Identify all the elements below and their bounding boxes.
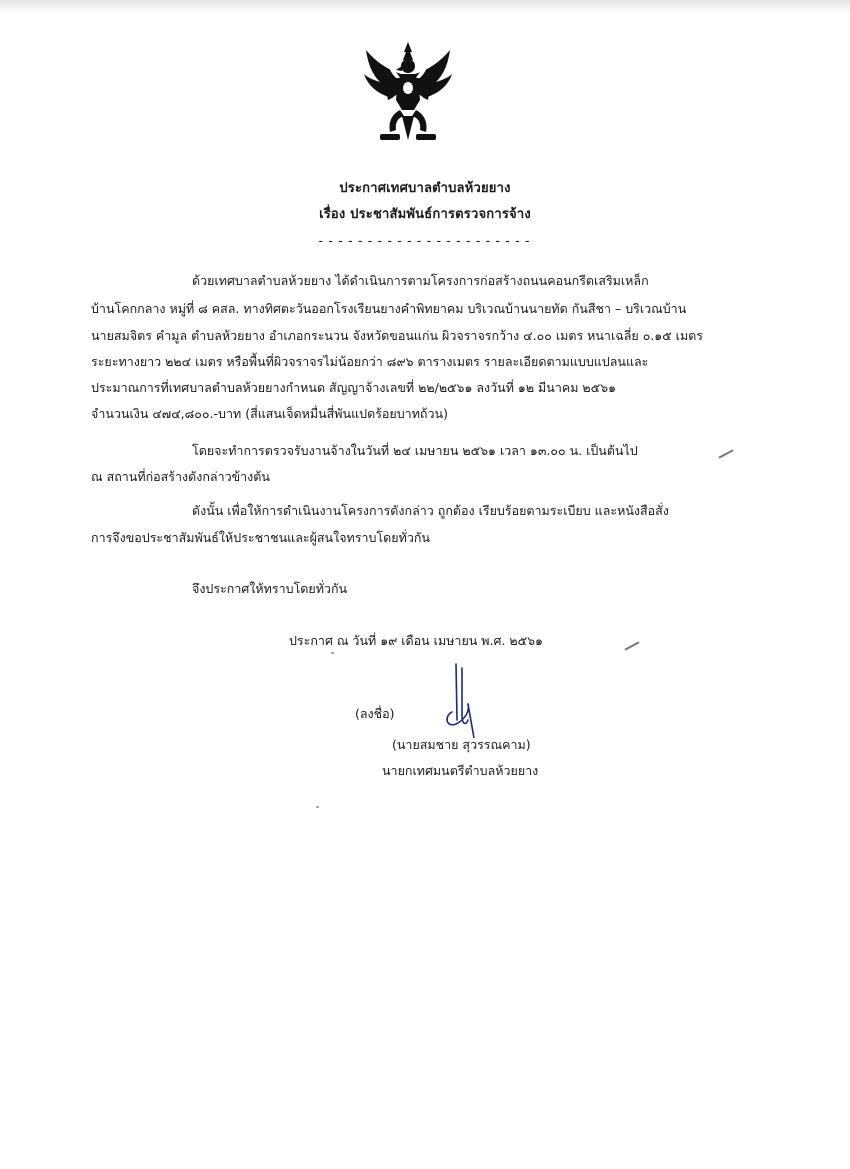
announcement-title: ประกาศเทศบาลตำบลห้วยยาง [339,181,511,196]
paragraph-line: ระยะทางยาว ๒๒๔ เมตร หรือพื้นที่ผิวจราจรไม่น้อยกว่า ๘๙๖ ตารางเมตร รายละเอียดตามแบบแปลนและ [91,354,649,369]
scan-edge [0,0,850,14]
garuda-emblem-icon [358,40,458,148]
paragraph-line: นายสมจิตร คำมูล ตำบลห้วยยาง อำเภอกระนวน จังหวัดขอนแก่น ผิวจราจรกว้าง ๔.๐๐ เมตร หนาเฉลี่ย ๐.๑๕ เมตร [91,328,704,343]
scan-speck [316,806,319,808]
paragraph-line: โดยจะทำการตรวจรับงานจ้างในวันที่ ๒๔ เมษายน ๒๕๖๑ เวลา ๑๓.๐๐ น. เป็นต้นไป [192,443,638,458]
signer-position: นายกเทศมนตรีตำบลห้วยยาง [382,763,539,778]
paragraph-line: การจึงขอประชาสัมพันธ์ให้ประชาชนและผู้สนใจทราบโดยทั่วกัน [91,530,430,545]
paragraph-line: ดังนั้น เพื่อให้การดำเนินงานโครงการดังกล่าว ถูกต้อง เรียบร้อยตามระเบียบ และหนังสือสั่ง [192,503,669,518]
paragraph-line: จำนวนเงิน ๔๗๔,๘๐๐.-บาท (สี่แสนเจ็ดหมื่นสี่พันแปดร้อยบาทถ้วน) [91,406,448,421]
closing-line: จึงประกาศให้ทราบโดยทั่วกัน [192,581,348,596]
scan-speck [331,652,334,654]
date-line: ประกาศ ณ วันที่ ๑๙ เดือน เมษายน พ.ศ. ๒๕๖๑ [289,633,543,648]
pen-mark [624,641,639,650]
paragraph-line: ประมาณการที่เทศบาลตำบลห้วยยางกำหนด สัญญาจ้างเลขที่ ๒๒/๒๕๖๑ ลงวันที่ ๑๒ มีนาคม ๒๕๖๑ [91,380,616,395]
pen-mark [718,449,733,458]
announcement-subject: เรื่อง ประชาสัมพันธ์การตรวจการจ้าง [319,207,531,222]
handwritten-signature [440,660,490,738]
paragraph-line: บ้านโคกกลาง หมู่ที่ ๘ คสล. ทางทิศตะวันออกโรงเรียนยางคำพิทยาคม บริเวณบ้านนายทัด กันสีชา – บริเวณบ้าน [91,301,687,316]
paragraph-line: ณ สถานที่ก่อสร้างดังกล่าวข้างต้น [91,469,270,484]
paragraph-line: ด้วยเทศบาลตำบลห้วยยาง ได้ดำเนินการตามโครงการก่อสร้างถนนคอนกรีตเสริมเหล็ก [192,273,649,288]
signer-name: (นายสมชาย สุวรรณคาม) [392,737,531,752]
sign-label: (ลงชื่อ) [355,706,395,721]
separator-line: ---------------------- [316,234,534,249]
